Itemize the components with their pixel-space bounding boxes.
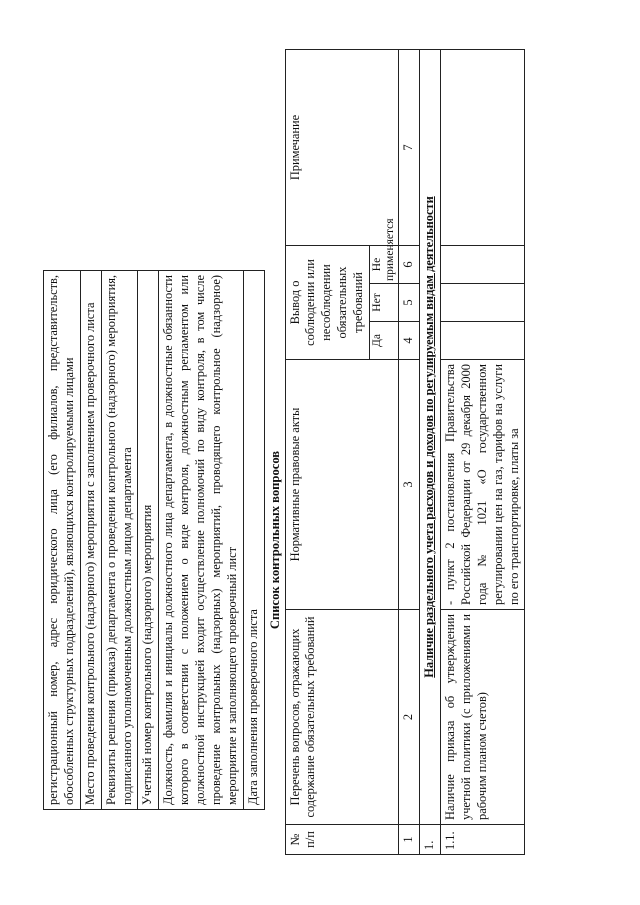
col-header-acts: Нормативные правовые акты	[285, 360, 399, 610]
column-number: 5	[399, 284, 420, 322]
col-header-note: Примечание	[285, 50, 399, 246]
header-row-text: Учетный номер контрольного (надзорного) мероприятия	[138, 271, 159, 810]
header-row	[80, 271, 101, 810]
section-number: 1.	[420, 825, 441, 855]
row-question: Наличие приказа об утверждении учетной политики (с приложениями и рабочим планом счетов)	[441, 610, 525, 825]
section-row	[420, 50, 441, 855]
row-na-cell[interactable]	[441, 246, 525, 284]
col-header-no: Нет	[369, 284, 398, 322]
checklist-table	[285, 49, 526, 855]
header-row-text: Дата заполнения проверочного листа	[243, 271, 264, 810]
table-header-row	[285, 50, 369, 855]
rotated-content	[43, 50, 598, 855]
column-number-row	[399, 50, 420, 855]
header-row	[138, 271, 159, 810]
column-number: 3	[399, 360, 420, 610]
header-row	[159, 271, 243, 810]
col-header-num: № п/п	[285, 825, 399, 855]
row-note-cell[interactable]	[441, 50, 525, 246]
header-row-text: Место проведения контрольного (надзорного) мероприятия с заполнением проверочного листа	[80, 271, 101, 810]
row-no-cell[interactable]	[441, 284, 525, 322]
header-row	[243, 271, 264, 810]
header-row-text: регистрационный номер, адрес юридического лица (его филиалов, представительств, обособленных структурных подразделений), являющихся контролируемыми лицами	[44, 271, 81, 810]
row-yes-cell[interactable]	[441, 322, 525, 360]
row-number: 1.1.	[441, 825, 525, 855]
column-number: 2	[399, 610, 420, 825]
column-number: 1	[399, 825, 420, 855]
col-header-na: Не применяется	[369, 246, 398, 284]
header-info-table	[43, 270, 265, 810]
header-row-text: Реквизиты решения (приказа) департамента о проведении контрольного (надзорного) мероприятия, подписанного уполномоченным должностным лицом департамента	[101, 271, 138, 810]
column-number: 4	[399, 322, 420, 360]
column-number: 6	[399, 246, 420, 284]
header-row-text: Должность, фамилия и инициалы должностного лица департамента, в должностные обязанности которого в соответствии с положением о виде контроля, должностным регламентом или должностной инструкцией входит осуществление полномочий по виду контроля, в том числе проведение контрольных (надзорных) мероприятий, проводящего контрольное (надзорное) мероприятие и заполняющего проверочный лист	[159, 271, 243, 810]
section-title: Наличие раздельного учета расходов и доходов по регулируемым видам деятельности	[420, 50, 441, 825]
list-title: Список контрольных вопросов	[267, 450, 282, 630]
col-header-conclusion: Вывод о соблюдении или несоблюдении обязательных требований	[285, 246, 369, 360]
col-header-questions: Перечень вопросов, отражающих содержание обязательных требований	[285, 610, 399, 825]
column-number: 7	[399, 50, 420, 246]
row-act: - пункт 2 постановления Правительства Российской Федерации от 29 декабря 2000 года № 1021 «О государственном регулировании цен на газ, тарифов на услуги по его транспортировке, платы за	[441, 360, 525, 610]
header-row	[44, 271, 81, 810]
table-row	[441, 50, 525, 855]
col-header-yes: Да	[369, 322, 398, 360]
header-row	[101, 271, 138, 810]
